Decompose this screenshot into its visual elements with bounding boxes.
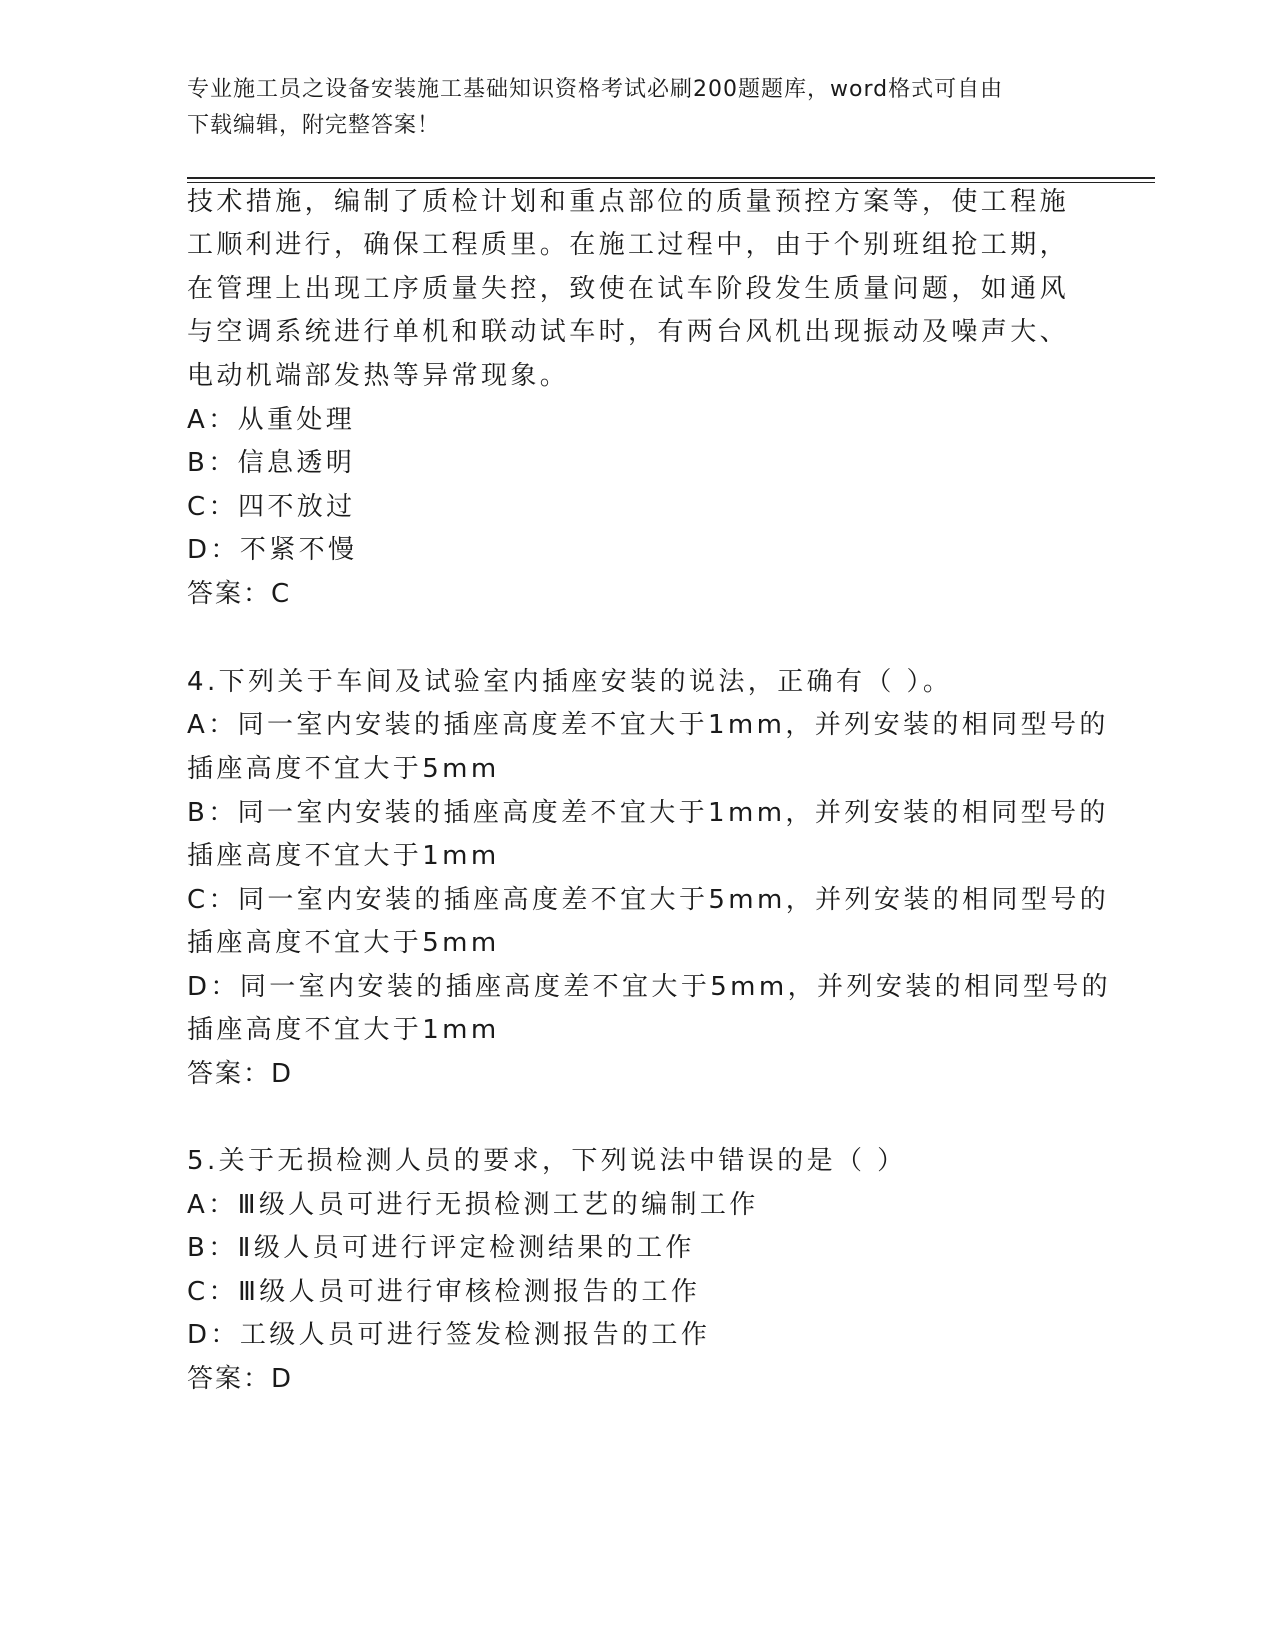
q4-option-d-line-1: D：同一室内安装的插座高度差不宜大于5mm，并列安装的相同型号的: [187, 972, 1112, 1002]
q4-option-a-line-2: 插座高度不宜大于5mm: [187, 754, 500, 784]
q3-answer: 答案：C: [187, 579, 292, 609]
q5-stem: 5.关于无损检测人员的要求，下列说法中错误的是（ ）: [187, 1146, 907, 1176]
q4-option-b-line-2: 插座高度不宜大于1mm: [187, 841, 500, 871]
q3-stem-line: 技术措施，编制了质检计划和重点部位的质量预控方案等，使工程施: [187, 187, 1070, 217]
header-divider-thin: [187, 182, 1155, 183]
q5-option-d: D：工级人员可进行签发检测报告的工作: [187, 1320, 711, 1350]
q3-option-a: A：从重处理: [187, 405, 356, 435]
q4-stem: 4.下列关于车间及试验室内插座安装的说法，正确有（ ）。: [187, 667, 953, 697]
q4-option-b-line-1: B：同一室内安装的插座高度差不宜大于1mm，并列安装的相同型号的: [187, 798, 1109, 828]
q5-answer: 答案：D: [187, 1364, 294, 1394]
q4-option-d-line-2: 插座高度不宜大于1mm: [187, 1015, 500, 1045]
q3-stem-line: 在管理上出现工序质量失控，致使在试车阶段发生质量问题，如通风: [187, 274, 1070, 304]
q3-option-d: D：不紧不慢: [187, 535, 358, 565]
header-title-line-1: 专业施工员之设备安装施工基础知识资格考试必刷200题题库，word格式可自由: [187, 77, 1004, 102]
q4-answer: 答案：D: [187, 1059, 294, 1089]
q5-option-c: C：Ⅲ级人员可进行审核检测报告的工作: [187, 1277, 701, 1307]
q4-option-c-line-2: 插座高度不宜大于5mm: [187, 928, 500, 958]
q4-option-c-line-1: C：同一室内安装的插座高度差不宜大于5mm，并列安装的相同型号的: [187, 885, 1110, 915]
q4-option-a-line-1: A：同一室内安装的插座高度差不宜大于1mm，并列安装的相同型号的: [187, 710, 1109, 740]
q3-stem-line: 与空调系统进行单机和联动试车时，有两台风机出现振动及噪声大、: [187, 317, 1070, 347]
document-header: [187, 72, 1087, 144]
q3-stem-line: 电动机端部发热等异常现象。: [187, 361, 570, 391]
q3-option-b: B：信息透明: [187, 448, 356, 478]
header-title-line-2: 下载编辑，附完整答案！: [187, 113, 441, 138]
header-divider-thick: [187, 177, 1155, 179]
q3-option-c: C：四不放过: [187, 492, 356, 522]
q5-option-b: B：Ⅱ级人员可进行评定检测结果的工作: [187, 1233, 695, 1263]
q5-option-a: A：Ⅲ级人员可进行无损检测工艺的编制工作: [187, 1190, 759, 1220]
q3-stem-line: 工顺利进行，确保工程质里。在施工过程中，由于个别班组抢工期，: [187, 230, 1070, 260]
